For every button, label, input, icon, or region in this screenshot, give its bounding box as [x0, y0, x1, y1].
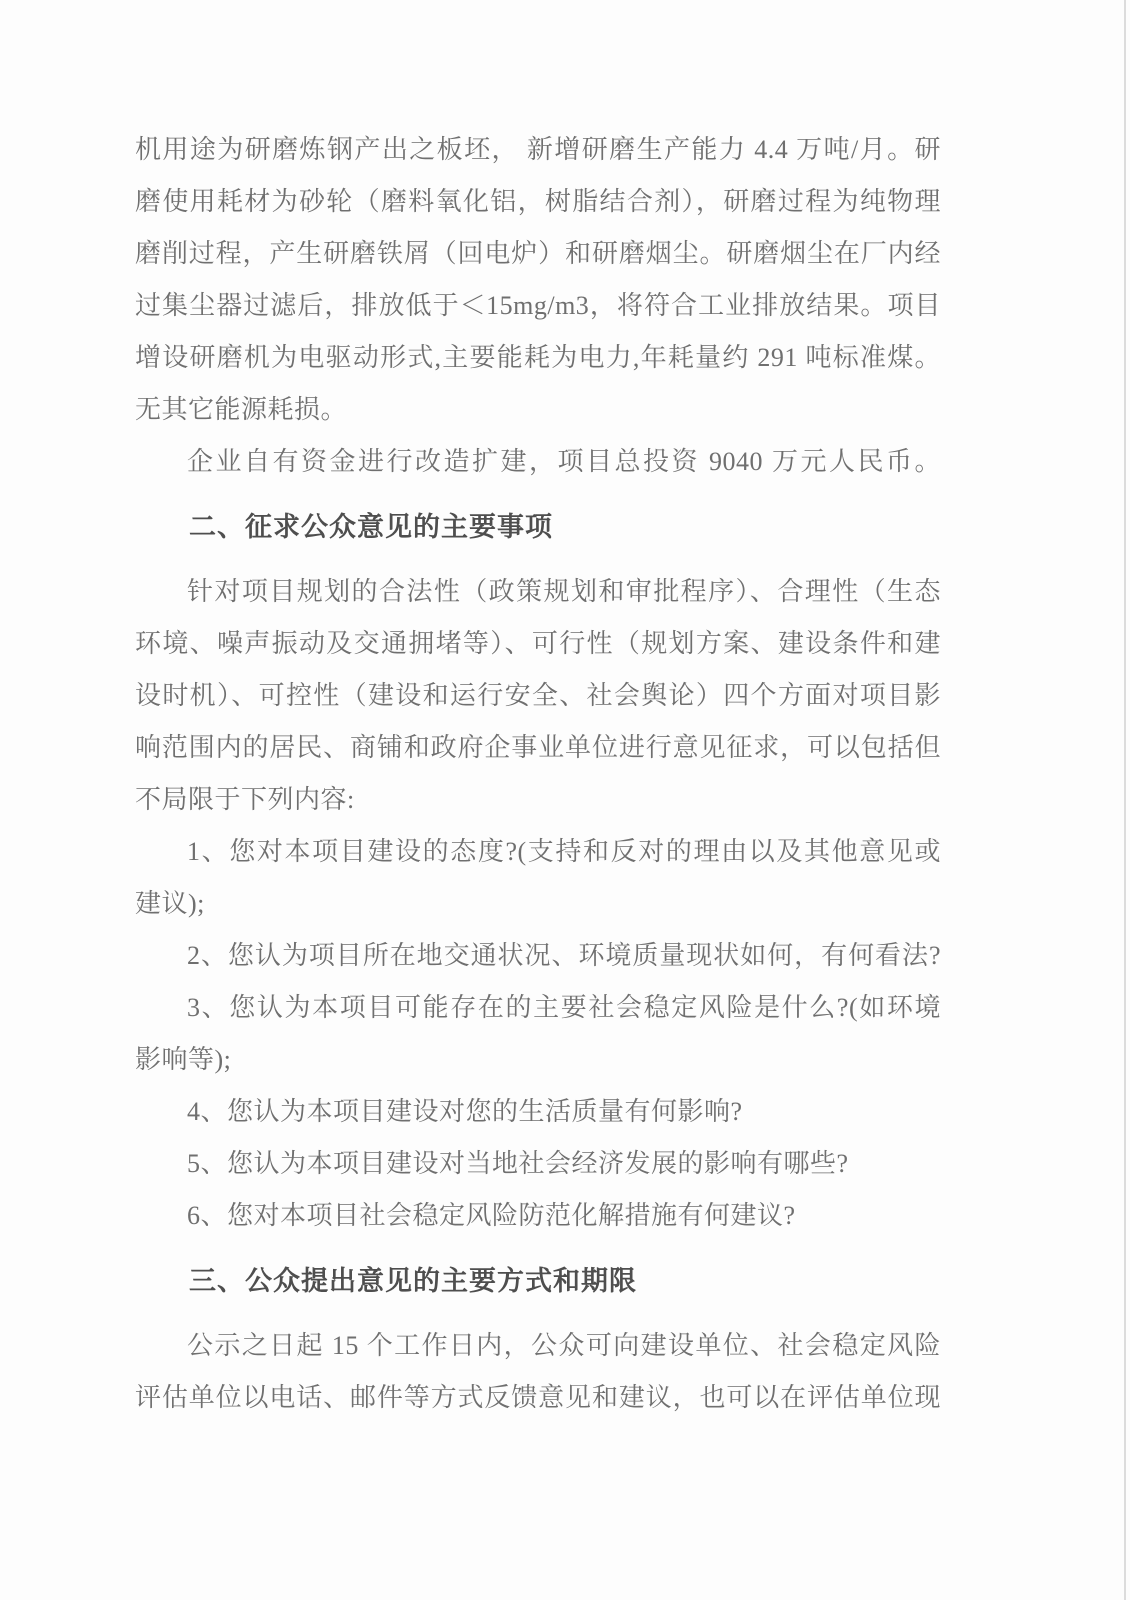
scan-edge-line — [1124, 0, 1126, 1600]
text-line: 2、您认为项目所在地交通状况、环境质量现状如何，有何看法? — [187, 941, 941, 970]
text-line: 评估单位以电话、邮件等方式反馈意见和建议，也可以在评估单位现 — [135, 1383, 941, 1412]
text-line: 不局限于下列内容: — [135, 785, 355, 814]
text-line: 设时机）、可控性（建设和运行安全、社会舆论）四个方面对项目影 — [135, 681, 941, 710]
text-line: 公示之日起 15 个工作日内，公众可向建设单位、社会稳定风险 — [187, 1331, 941, 1360]
section-heading: 二、征求公众意见的主要事项 — [189, 512, 553, 542]
text-line: 机用途为研磨炼钢产出之板坯， 新增研磨生产能力 4.4 万吨/月。研 — [135, 135, 941, 164]
text-line: 3、您认为本项目可能存在的主要社会稳定风险是什么?(如环境 — [187, 993, 941, 1022]
text-line: 无其它能源耗损。 — [135, 395, 348, 424]
text-line: 建议); — [135, 889, 205, 918]
text-line: 针对项目规划的合法性（政策规划和审批程序）、合理性（生态 — [187, 577, 941, 606]
text-line: 磨削过程，产生研磨铁屑（回电炉）和研磨烟尘。研磨烟尘在厂内经 — [135, 239, 941, 268]
text-line: 增设研磨机为电驱动形式,主要能耗为电力,年耗量约 291 吨标准煤。 — [135, 343, 941, 372]
text-line: 6、您对本项目社会稳定风险防范化解措施有何建议? — [187, 1201, 796, 1230]
text-line: 企业自有资金进行改造扩建，项目总投资 9040 万元人民币。 — [187, 447, 941, 476]
text-line: 磨使用耗材为砂轮（磨料氧化铝，树脂结合剂），研磨过程为纯物理 — [135, 187, 941, 216]
text-line: 4、您认为本项目建设对您的生活质量有何影响? — [187, 1097, 743, 1126]
text-line: 影响等); — [135, 1045, 232, 1074]
text-line: 过集尘器过滤后，排放低于＜15mg/m3，将符合工业排放结果。项目 — [135, 291, 941, 320]
text-block — [135, 124, 941, 1424]
text-line: 1、您对本项目建设的态度?(支持和反对的理由以及其他意见或 — [187, 837, 941, 866]
text-line: 环境、噪声振动及交通拥堵等）、可行性（规划方案、建设条件和建 — [135, 629, 941, 658]
text-line: 5、您认为本项目建设对当地社会经济发展的影响有哪些? — [187, 1149, 849, 1178]
text-line: 响范围内的居民、商铺和政府企事业单位进行意见征求，可以包括但 — [135, 733, 941, 762]
section-heading: 三、公众提出意见的主要方式和期限 — [189, 1266, 637, 1296]
